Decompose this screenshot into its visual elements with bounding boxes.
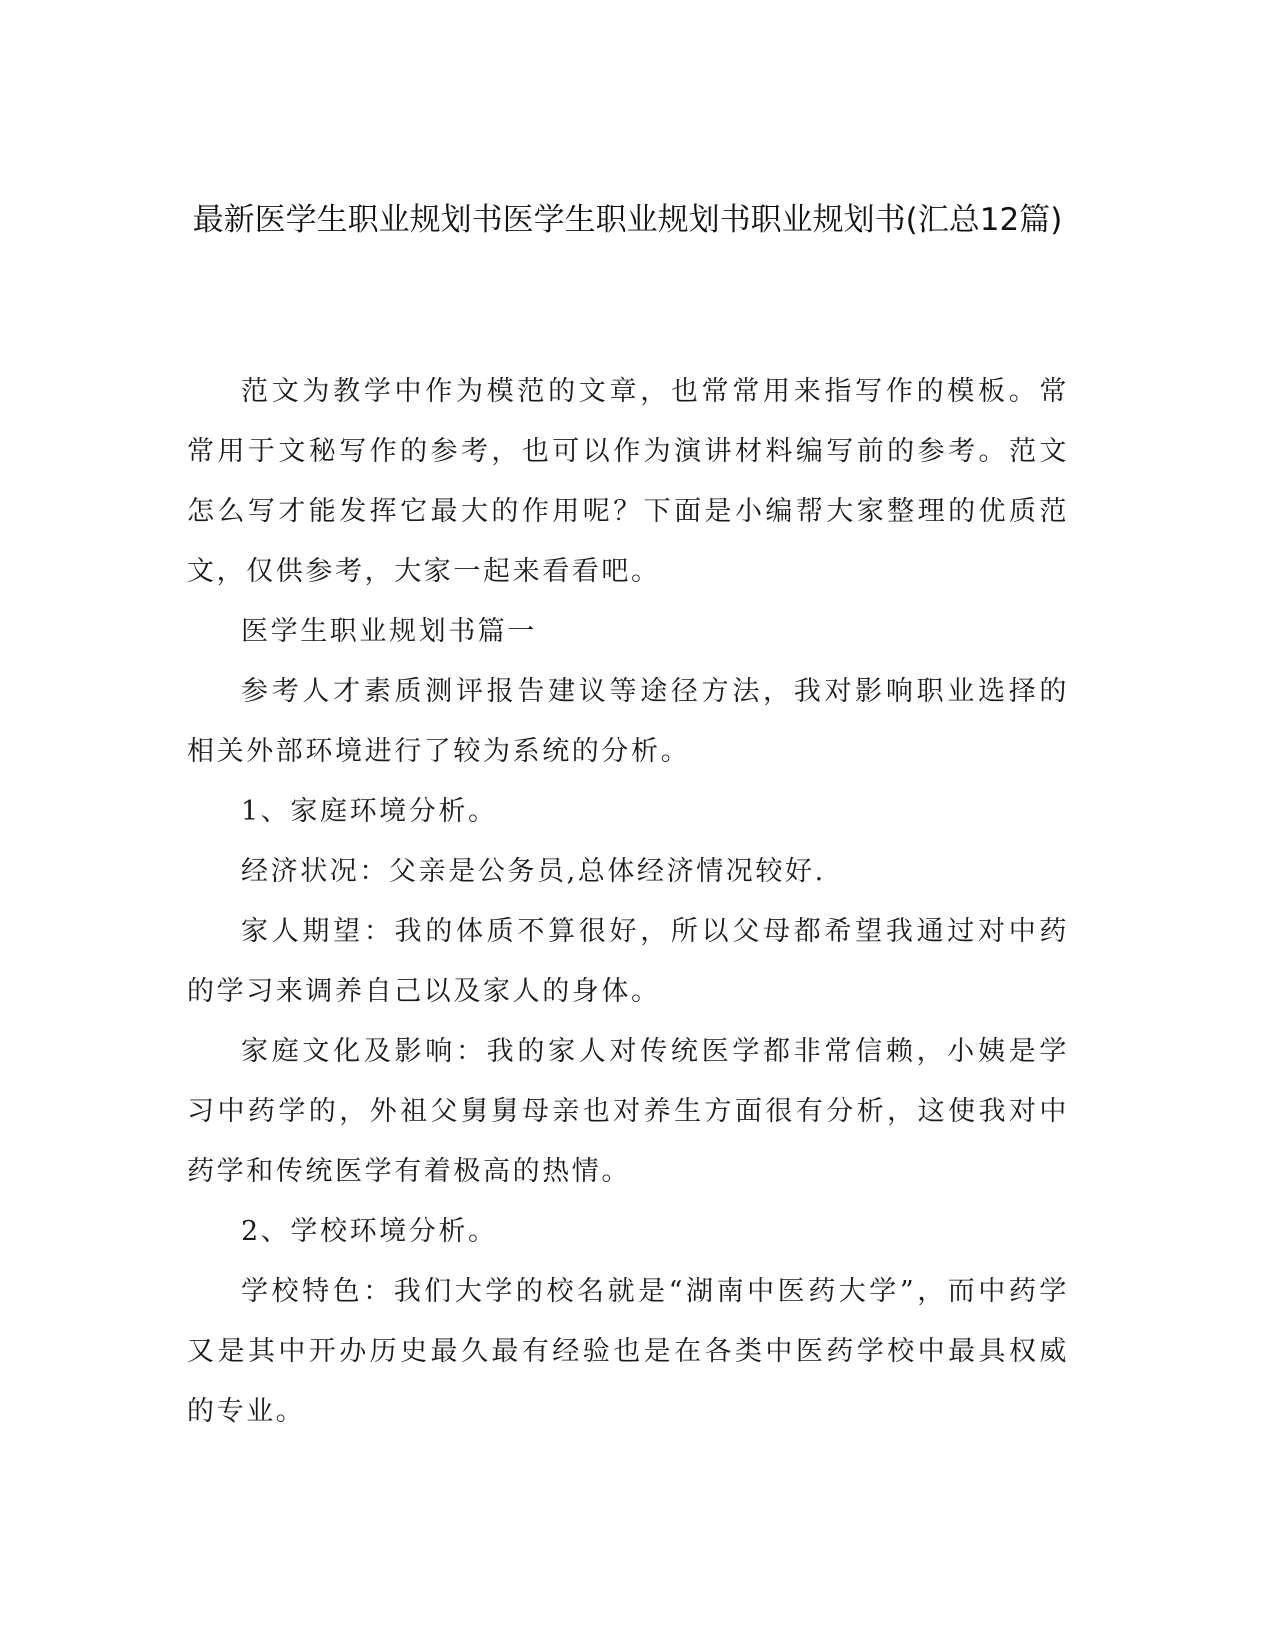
paragraph: 家人期望：我的体质不算很好，所以父母都希望我通过对中药的学习来调养自己以及家人的身体。 [187, 916, 1069, 1007]
document-body [187, 362, 1069, 1442]
section-heading: 医学生职业规划书篇一 [241, 616, 537, 647]
subsection-heading: 1、家庭环境分析。 [241, 796, 498, 827]
paragraph: 参考人才素质测评报告建议等途径方法，我对影响职业选择的相关外部环境进行了较为系统的分析。 [187, 676, 1069, 767]
subsection-heading: 2、学校环境分析。 [241, 1216, 498, 1247]
document-title: 最新医学生职业规划书医学生职业规划书职业规划书(汇总12篇) [192, 202, 1063, 238]
paragraph: 学校特色：我们大学的校名就是“湖南中医药大学”，而中药学又是其中开办历史最久最有经验也是在各类中医药学校中最具权威的专业。 [187, 1276, 1069, 1427]
paragraph: 家庭文化及影响：我的家人对传统医学都非常信赖，小姨是学习中药学的，外祖父舅舅母亲也对养生方面很有分析，这使我对中药学和传统医学有着极高的热情。 [187, 1036, 1069, 1187]
intro-paragraph: 范文为教学中作为模范的文章，也常常用来指写作的模板。常常用于文秘写作的参考，也可以作为演讲材料编写前的参考。范文怎么写才能发挥它最大的作用呢？下面是小编帮大家整理的优质范文，仅供参考，大家一起来看看吧。 [187, 376, 1069, 587]
paragraph: 经济状况：父亲是公务员,总体经济情况较好. [241, 856, 826, 887]
